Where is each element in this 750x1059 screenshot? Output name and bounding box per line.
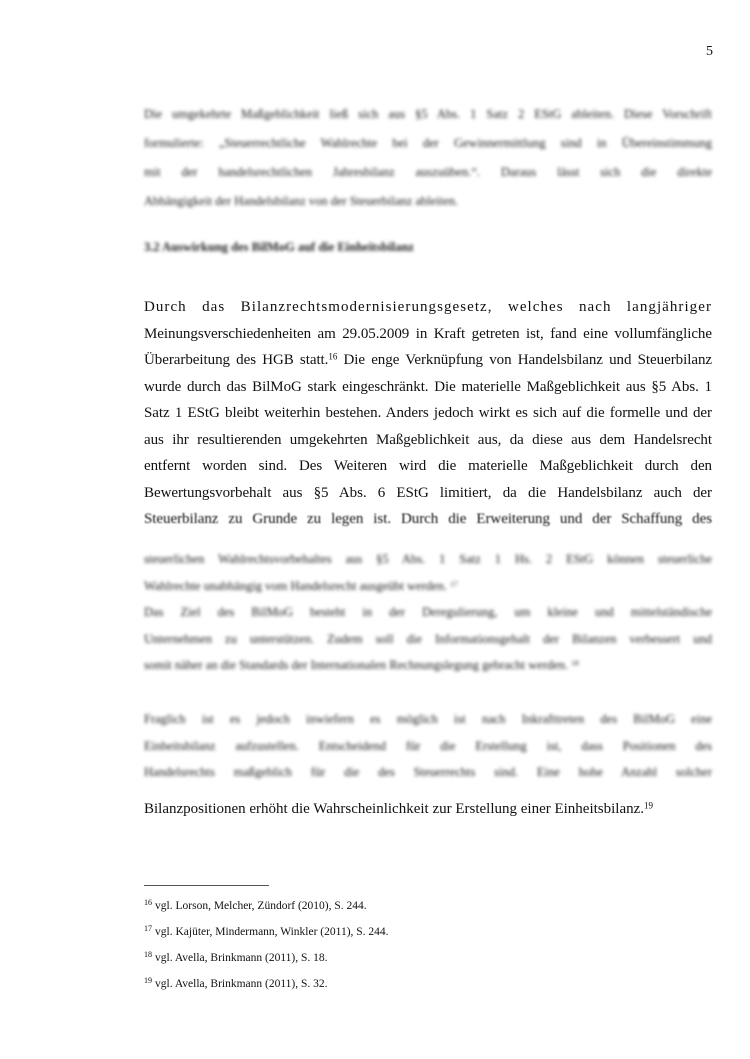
text-line: Fraglich ist es jedoch inwiefern es möglich ist nach Inkrafttreten des BilMoG eine [144, 712, 712, 726]
footnote-number: 16 [144, 897, 153, 907]
text-segment: Überarbeitung des HGB statt. [144, 352, 329, 368]
text-segment: somit näher an die Standards der Internationalen Rechnungslegung gebracht werden. [144, 658, 569, 672]
footnote-text: vgl. Lorson, Melcher, Zündorf (2010), S. 244. [155, 900, 367, 912]
text-line: aus ihr resultierenden umgekehrten Maßgeblichkeit aus, da diese aus dem Handelsrecht [144, 431, 712, 448]
text-line: Meinungsverschiedenheiten am 29.05.2009 in Kraft getreten ist, fand eine vollumfängliche [144, 325, 712, 342]
text-line: formulierte: „Steuerrechtliche Wahlrechte bei der Gewinnermittlung sind in Übereinstimmung [144, 136, 712, 150]
footnote-marker: 18 [571, 658, 579, 668]
blurred-paragraph-tax-options [144, 546, 712, 679]
footnote [144, 945, 389, 971]
text-line [144, 652, 712, 679]
text-line: Steuerbilanz zu Grunde zu legen ist. Durch die Erweiterung und der Schaffung des [144, 511, 712, 527]
footnote-text: vgl. Avella, Brinkmann (2011), S. 18. [155, 952, 328, 964]
footnote-number: 19 [144, 975, 153, 985]
text-line-with-footnote [144, 347, 712, 374]
text-line: Handelsrechts maßgeblich für die des Steuerrechts sind. Eine hohe Anzahl solcher [144, 765, 712, 779]
text-line: Bewertungsvorbehalt aus §5 Abs. 6 EStG limitiert, da die Handelsbilanz auch der [144, 484, 712, 501]
footnote [144, 971, 389, 997]
footnote-separator [144, 885, 269, 886]
text-line: Unternehmen zu unterstützen. Zudem soll die Informationsgehalt der Bilanzen verbessert und [144, 631, 712, 646]
text-line: Die umgekehrte Maßgeblichkeit ließ sich aus §5 Abs. 1 Satz 2 EStG ableiten. Diese Vorschrift [144, 107, 712, 121]
footnote-text: vgl. Kajüter, Mindermann, Winkler (2011), S. 244. [155, 926, 389, 938]
footnote-marker: 19 [644, 800, 654, 811]
text-line [144, 573, 712, 600]
footnote-number: 17 [144, 923, 153, 933]
text-line [144, 796, 712, 823]
footnote-marker: 16 [328, 351, 338, 362]
footnote [144, 919, 389, 945]
text-line: entfernt worden sind. Des Weiteren wird die materielle Maßgeblichkeit durch den [144, 458, 712, 474]
closing-line [144, 796, 712, 823]
blurred-paragraph-reverse-authoritativeness [144, 100, 712, 216]
footnote-marker: 17 [450, 578, 458, 588]
text-segment: Bilanzpositionen erhöht die Wahrscheinlichkeit zur Erstellung einer Einheitsbilanz. [144, 801, 645, 817]
footnote-text: vgl. Avella, Brinkmann (2011), S. 32. [155, 978, 328, 990]
text-line: mit der handelsrechtlichen Jahresbilanz auszuüben.“. Daraus lässt sich die direkte [144, 165, 712, 179]
blurred-paragraph-question [144, 706, 712, 786]
footnote [144, 893, 389, 919]
text-line: Abhängigkeit der Handelsbilanz von der Steuerbilanz ableiten. [144, 194, 459, 208]
text-line: steuerlichen Wahlrechtsvorbehaltes aus §5 Abs. 1 Satz 1 Hs. 2 EStG können steuerliche [144, 552, 712, 566]
footnote-number: 18 [144, 949, 153, 959]
text-line: Durch das Bilanzrechtsmodernisierungsgesetz, welches nach langjähriger [144, 299, 712, 315]
text-line: Satz 1 EStG bleibt weiterhin bestehen. Anders jedoch wirkt es sich auf die formelle und der [144, 405, 712, 421]
section-heading: 3.2 Auswirkung des BilMoG auf die Einheitsbilanz [144, 240, 414, 254]
text-line: Das Ziel des BilMoG besteht in der Deregulierung, um kleine und mittelständische [144, 605, 712, 619]
main-paragraph [144, 294, 712, 533]
text-line: Einheitsbilanz aufzustellen. Entscheidend für die Erstellung ist, dass Positionen des [144, 738, 712, 753]
page-number: 5 [706, 44, 713, 59]
text-segment: Wahlrechte unabhängig vom Handelsrecht ausgeübt werden. [144, 578, 448, 593]
footnotes [144, 893, 389, 997]
text-segment: Die enge Verknüpfung von Handelsbilanz und Steuerbilanz [337, 352, 712, 368]
text-line: wurde durch das BilMoG stark eingeschränkt. Die materielle Maßgeblichkeit aus §5 Abs. 1 [144, 378, 712, 395]
